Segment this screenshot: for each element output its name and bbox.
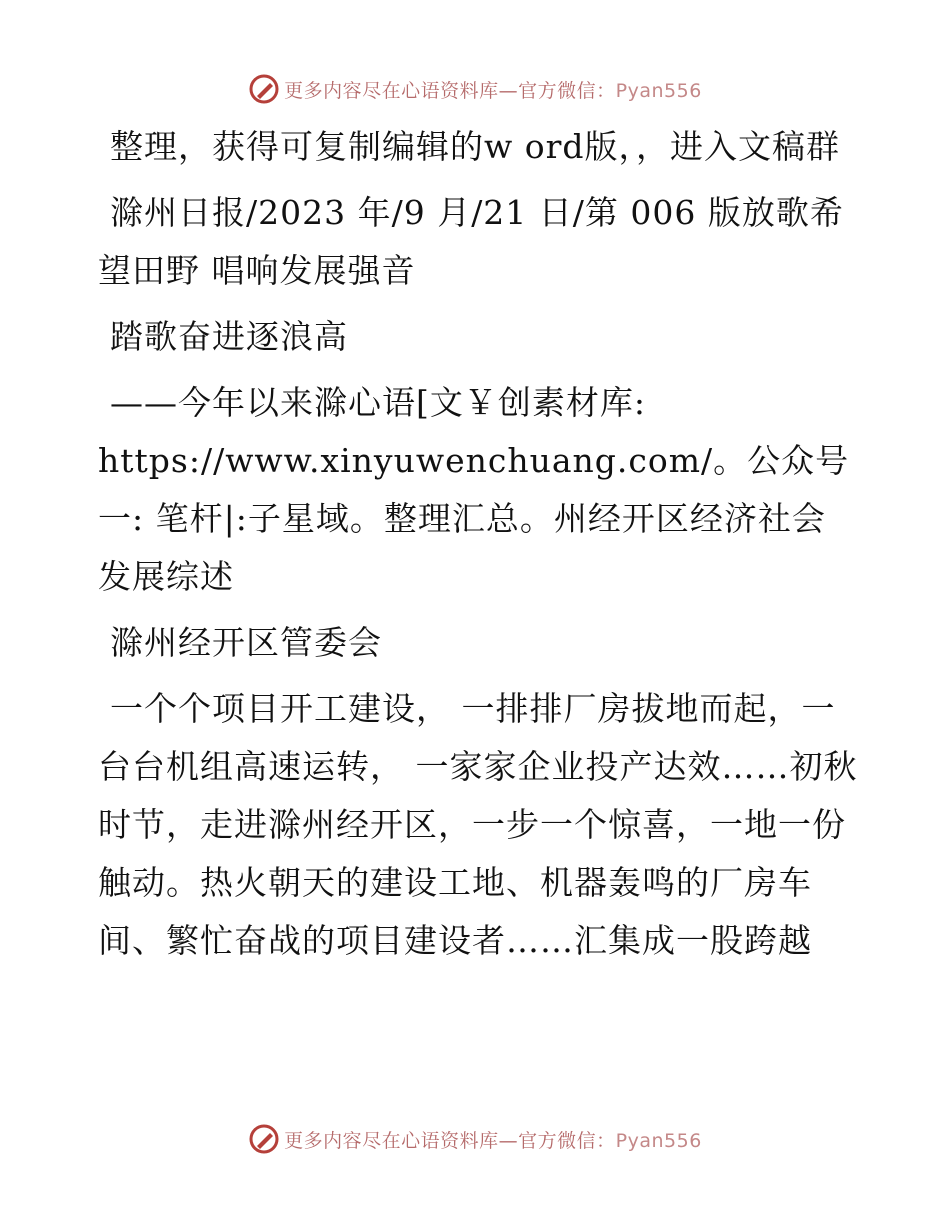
pen-logo-icon [248, 1123, 280, 1155]
watermark-text: 更多内容尽在心语资料库—官方微信： [284, 1129, 616, 1152]
watermark-wechat-id: Pyan556 [615, 79, 702, 102]
document-body [98, 118, 858, 978]
paragraph-1: 整理，获得可复制编辑的w ord版，，进入文稿群 [110, 127, 841, 166]
paragraph-3: 踏歌奋进逐浪高 [110, 317, 348, 356]
paragraph-6: 一个个项目开工建设， 一排排厂房拔地而起，一台台机组高速运转， 一家家企业投产达效……初秋时节，走进滁州经开区，一步一个惊喜，一地一份触动。热火朝天的建设工地、机器轰鸣的厂房车间、繁忙奋战的项目建设者……汇集成一股跨越 [98, 689, 858, 960]
paragraph-2: 滁州日报/2023 年/9 月/21 日/第 006 版放歌希望田野 唱响发展强音 [98, 193, 844, 290]
paragraph-5: 滁州经开区管委会 [110, 623, 382, 662]
watermark-wechat-id: Pyan556 [615, 1129, 702, 1152]
footer-watermark [0, 1123, 950, 1155]
pen-logo-icon [248, 73, 280, 105]
watermark-text: 更多内容尽在心语资料库—官方微信： [284, 79, 616, 102]
header-watermark [0, 73, 950, 105]
paragraph-4: ——今年以来滁心语[文￥创素材库: https://www.xinyuwenchuang.com/。公众号一: 笔杆|:子星域。整理汇总。州经开区经济社会发展综述 [98, 383, 850, 596]
